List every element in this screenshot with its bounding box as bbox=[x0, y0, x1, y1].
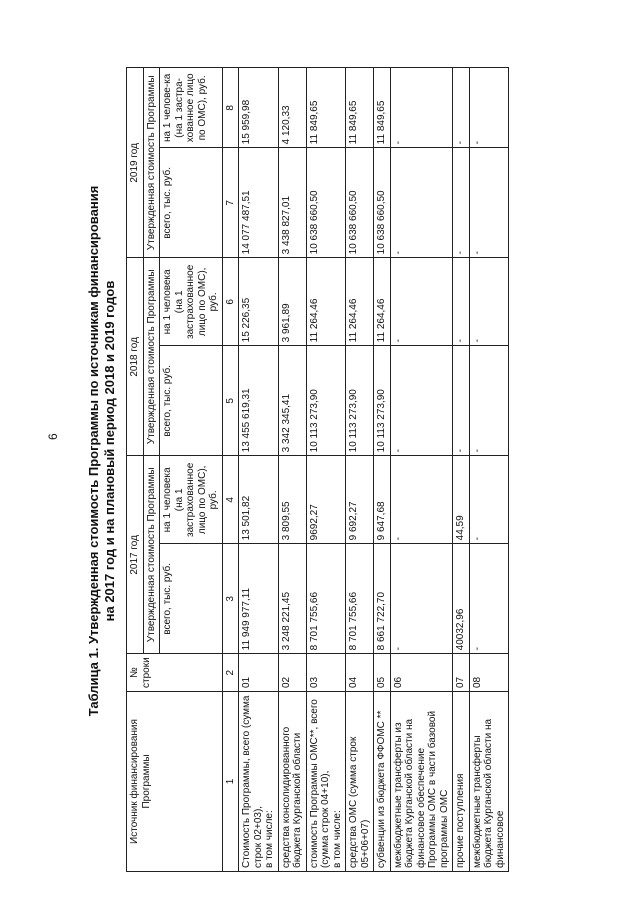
header-per-person-2017: на 1 человека (на 1 застрахованное лицо по ОМС), руб. bbox=[160, 456, 223, 544]
total-2017: 8 701 755,66 bbox=[306, 544, 346, 654]
total-2018: 10 113 273,90 bbox=[306, 346, 346, 456]
column-number: 4 bbox=[222, 456, 239, 544]
header-approved-cost-2018: Утвержденная стоимость Программы bbox=[143, 258, 160, 456]
total-2019: - bbox=[390, 148, 453, 258]
row-number: 06 bbox=[390, 654, 453, 692]
table-row bbox=[278, 68, 306, 872]
per-person-2018: 11 264,46 bbox=[306, 258, 346, 346]
column-number: 2 bbox=[222, 654, 239, 692]
table-row bbox=[374, 68, 391, 872]
per-person-2018: 11 264,46 bbox=[374, 258, 391, 346]
per-person-2019: 11 849,65 bbox=[306, 68, 346, 148]
per-person-2017: - bbox=[390, 456, 453, 544]
financing-table bbox=[126, 67, 509, 872]
total-2018: - bbox=[469, 346, 509, 456]
header-year-2019: 2019 год bbox=[127, 68, 144, 258]
header-approved-cost-2019: Утвержденная стоимость Программы bbox=[143, 68, 160, 258]
header-row-number: № строки bbox=[127, 654, 223, 692]
per-person-2019: - bbox=[390, 68, 453, 148]
per-person-2019: 11 849,65 bbox=[346, 68, 374, 148]
total-2017: 11 949 977,11 bbox=[239, 544, 279, 654]
total-2017: - bbox=[390, 544, 453, 654]
per-person-2017: 9692,27 bbox=[306, 456, 346, 544]
header-year-2018: 2018 год bbox=[127, 258, 144, 456]
row-source-name: межбюджетные трансферты бюджета Курганской области на финансовое bbox=[469, 692, 509, 872]
column-number: 5 bbox=[222, 346, 239, 456]
column-number: 8 bbox=[222, 68, 239, 148]
total-2018: - bbox=[390, 346, 453, 456]
row-source-name: межбюджетные трансферты из бюджета Курганской области на финансовое обеспечение Программы ОМС в части базовой программы ОМС bbox=[390, 692, 453, 872]
per-person-2019: 11 849,65 bbox=[374, 68, 391, 148]
total-2017: 3 248 221,45 bbox=[278, 544, 306, 654]
per-person-2019: 4 120,33 bbox=[278, 68, 306, 148]
per-person-2018: 11 264,46 bbox=[346, 258, 374, 346]
total-2019: 10 638 660,50 bbox=[306, 148, 346, 258]
column-number: 6 bbox=[222, 258, 239, 346]
per-person-2018: - bbox=[390, 258, 453, 346]
header-source: Источник финансирования Программы bbox=[127, 692, 223, 872]
row-number: 02 bbox=[278, 654, 306, 692]
total-2019: 10 638 660,50 bbox=[374, 148, 391, 258]
header-total-2017: всего, тыс. руб. bbox=[160, 544, 223, 654]
table-row bbox=[239, 68, 279, 872]
row-number: 03 bbox=[306, 654, 346, 692]
total-2019: - bbox=[453, 148, 470, 258]
table-title bbox=[86, 30, 118, 872]
per-person-2019: 15 959,98 bbox=[239, 68, 279, 148]
total-2017: 8 661 722,70 bbox=[374, 544, 391, 654]
row-number: 08 bbox=[469, 654, 509, 692]
per-person-2018: - bbox=[453, 258, 470, 346]
per-person-2018: 15 226,35 bbox=[239, 258, 279, 346]
per-person-2017: 44,59 bbox=[453, 456, 470, 544]
column-number: 3 bbox=[222, 544, 239, 654]
per-person-2017: - bbox=[469, 456, 509, 544]
row-number: 01 bbox=[239, 654, 279, 692]
per-person-2017: 9 647,68 bbox=[374, 456, 391, 544]
header-approved-cost-2017: Утвержденная стоимость Программы bbox=[143, 456, 160, 654]
total-2018: 10 113 273,90 bbox=[346, 346, 374, 456]
row-number: 05 bbox=[374, 654, 391, 692]
total-2018: - bbox=[453, 346, 470, 456]
total-2019: 3 438 827,01 bbox=[278, 148, 306, 258]
per-person-2019: - bbox=[469, 68, 509, 148]
table-row bbox=[346, 68, 374, 872]
total-2017: - bbox=[469, 544, 509, 654]
header-per-person-2018: на 1 человека (на 1 застрахованное лицо по ОМС), руб. bbox=[160, 258, 223, 346]
total-2018: 3 342 345,41 bbox=[278, 346, 306, 456]
header-total-2018: всего, тыс. руб. bbox=[160, 346, 223, 456]
row-source-name: субвенции из бюджета ФФОМС ** bbox=[374, 692, 391, 872]
total-2017: 8 701 755,66 bbox=[346, 544, 374, 654]
total-2018: 13 455 619,31 bbox=[239, 346, 279, 456]
row-number: 07 bbox=[453, 654, 470, 692]
row-source-name: Стоимость Программы, всего (сумма строк 02+03), в том числе: bbox=[239, 692, 279, 872]
table-row bbox=[306, 68, 346, 872]
row-source-name: средства консолидированного бюджета Курганской области bbox=[278, 692, 306, 872]
table-title-line-2: на 2017 год и на плановый период 2018 и 2019 годов bbox=[102, 280, 117, 622]
header-total-2019: всего, тыс. руб. bbox=[160, 148, 223, 258]
per-person-2018: 3 961,89 bbox=[278, 258, 306, 346]
per-person-2018: - bbox=[469, 258, 509, 346]
table-row bbox=[453, 68, 470, 872]
row-number: 04 bbox=[346, 654, 374, 692]
table-row bbox=[390, 68, 453, 872]
per-person-2017: 13 501,82 bbox=[239, 456, 279, 544]
column-numbers-row bbox=[222, 68, 239, 872]
row-source-name: средства ОМС (сумма строк 05+06+07) bbox=[346, 692, 374, 872]
total-2019: 14 077 487,51 bbox=[239, 148, 279, 258]
total-2018: 10 113 273,90 bbox=[374, 346, 391, 456]
row-source-name: стоимость Программы ОМС**, всего (сумма строк 04+10), в том числе: bbox=[306, 692, 346, 872]
header-year-2017: 2017 год bbox=[127, 456, 144, 654]
total-2017: 40032,96 bbox=[453, 544, 470, 654]
table-row bbox=[469, 68, 509, 872]
per-person-2017: 9 692,27 bbox=[346, 456, 374, 544]
per-person-2017: 3 809,55 bbox=[278, 456, 306, 544]
header-row-years bbox=[127, 68, 144, 872]
rotated-page-content bbox=[64, 30, 524, 872]
per-person-2019: - bbox=[453, 68, 470, 148]
table-title-line-1: Таблица 1. Утвержденная стоимость Программы по источникам финансирования bbox=[86, 185, 101, 717]
column-number: 7 bbox=[222, 148, 239, 258]
page-number: 6 bbox=[46, 433, 60, 440]
total-2019: 10 638 660,50 bbox=[346, 148, 374, 258]
total-2019: - bbox=[469, 148, 509, 258]
row-source-name: прочие поступления bbox=[453, 692, 470, 872]
column-number: 1 bbox=[222, 692, 239, 872]
header-per-person-2019: на 1 челове-ка (на 1 застра-хованное лицо по ОМС), руб. bbox=[160, 68, 223, 148]
